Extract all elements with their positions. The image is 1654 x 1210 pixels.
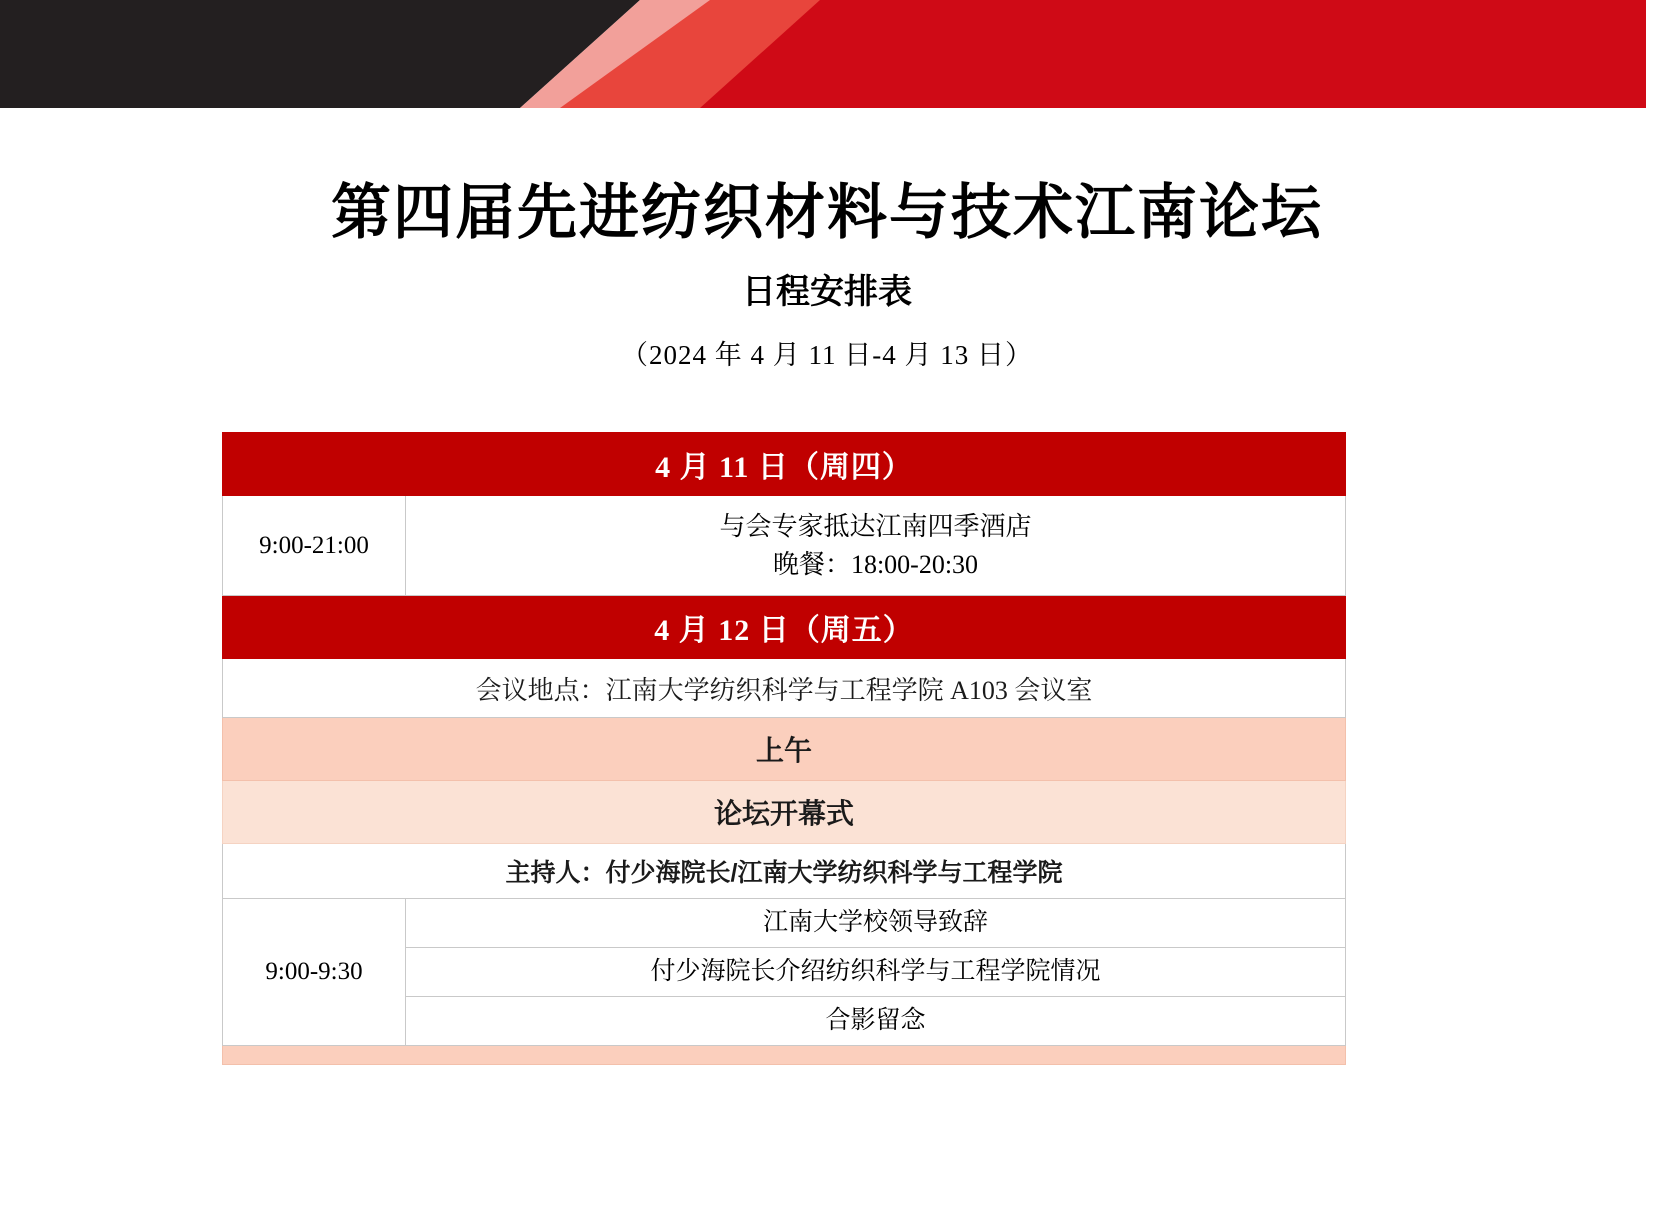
day2-host-cell: 主持人：付少海院长/江南大学纺织科学与工程学院	[223, 844, 1346, 899]
title-block	[0, 175, 1654, 372]
table-row-day2-host	[223, 844, 1346, 899]
table-row-day1-header	[223, 433, 1346, 496]
next-section-partial-cell	[223, 1046, 1346, 1065]
day2-time-cell: 9:00-9:30	[223, 899, 406, 1046]
day2-item-3-cell: 合影留念	[406, 997, 1346, 1046]
banner-deep-red-shape	[700, 0, 1654, 108]
day2-venue-cell: 会议地点：江南大学纺织科学与工程学院 A103 会议室	[223, 659, 1346, 718]
banner-right-edge	[1646, 0, 1654, 108]
page-subtitle: 日程安排表	[742, 273, 912, 311]
day1-time-cell: 9:00-21:00	[223, 496, 406, 596]
day1-header-cell: 4 月 11 日（周四）	[223, 433, 1346, 496]
table-row-day1-arrival	[223, 496, 1346, 596]
table-row-next-section-partial	[223, 1046, 1346, 1065]
page-title: 第四届先进纺织材料与技术江南论坛	[331, 179, 1323, 246]
table-row-day2-venue	[223, 659, 1346, 718]
table-row-day2-period	[223, 718, 1346, 781]
day2-session-cell: 论坛开幕式	[223, 781, 1346, 844]
table-row-day2-session	[223, 781, 1346, 844]
day2-period-cell: 上午	[223, 718, 1346, 781]
date-range: （2024 年 4 月 11 日-4 月 13 日）	[621, 340, 1033, 370]
header-banner	[0, 0, 1654, 108]
schedule-table	[222, 432, 1346, 1065]
day1-detail-line1: 与会专家抵达江南四季酒店	[719, 512, 1032, 541]
day1-detail-line2: 晚餐：18:00-20:30	[772, 549, 979, 579]
day1-detail-cell	[406, 496, 1346, 596]
table-row-day2-header	[223, 596, 1346, 659]
table-row-day2-item-1	[223, 899, 1346, 948]
day2-header-cell: 4 月 12 日（周五）	[223, 596, 1346, 659]
day2-item-1-cell: 江南大学校领导致辞	[406, 899, 1346, 948]
day2-item-2-cell: 付少海院长介绍纺织科学与工程学院情况	[406, 948, 1346, 997]
